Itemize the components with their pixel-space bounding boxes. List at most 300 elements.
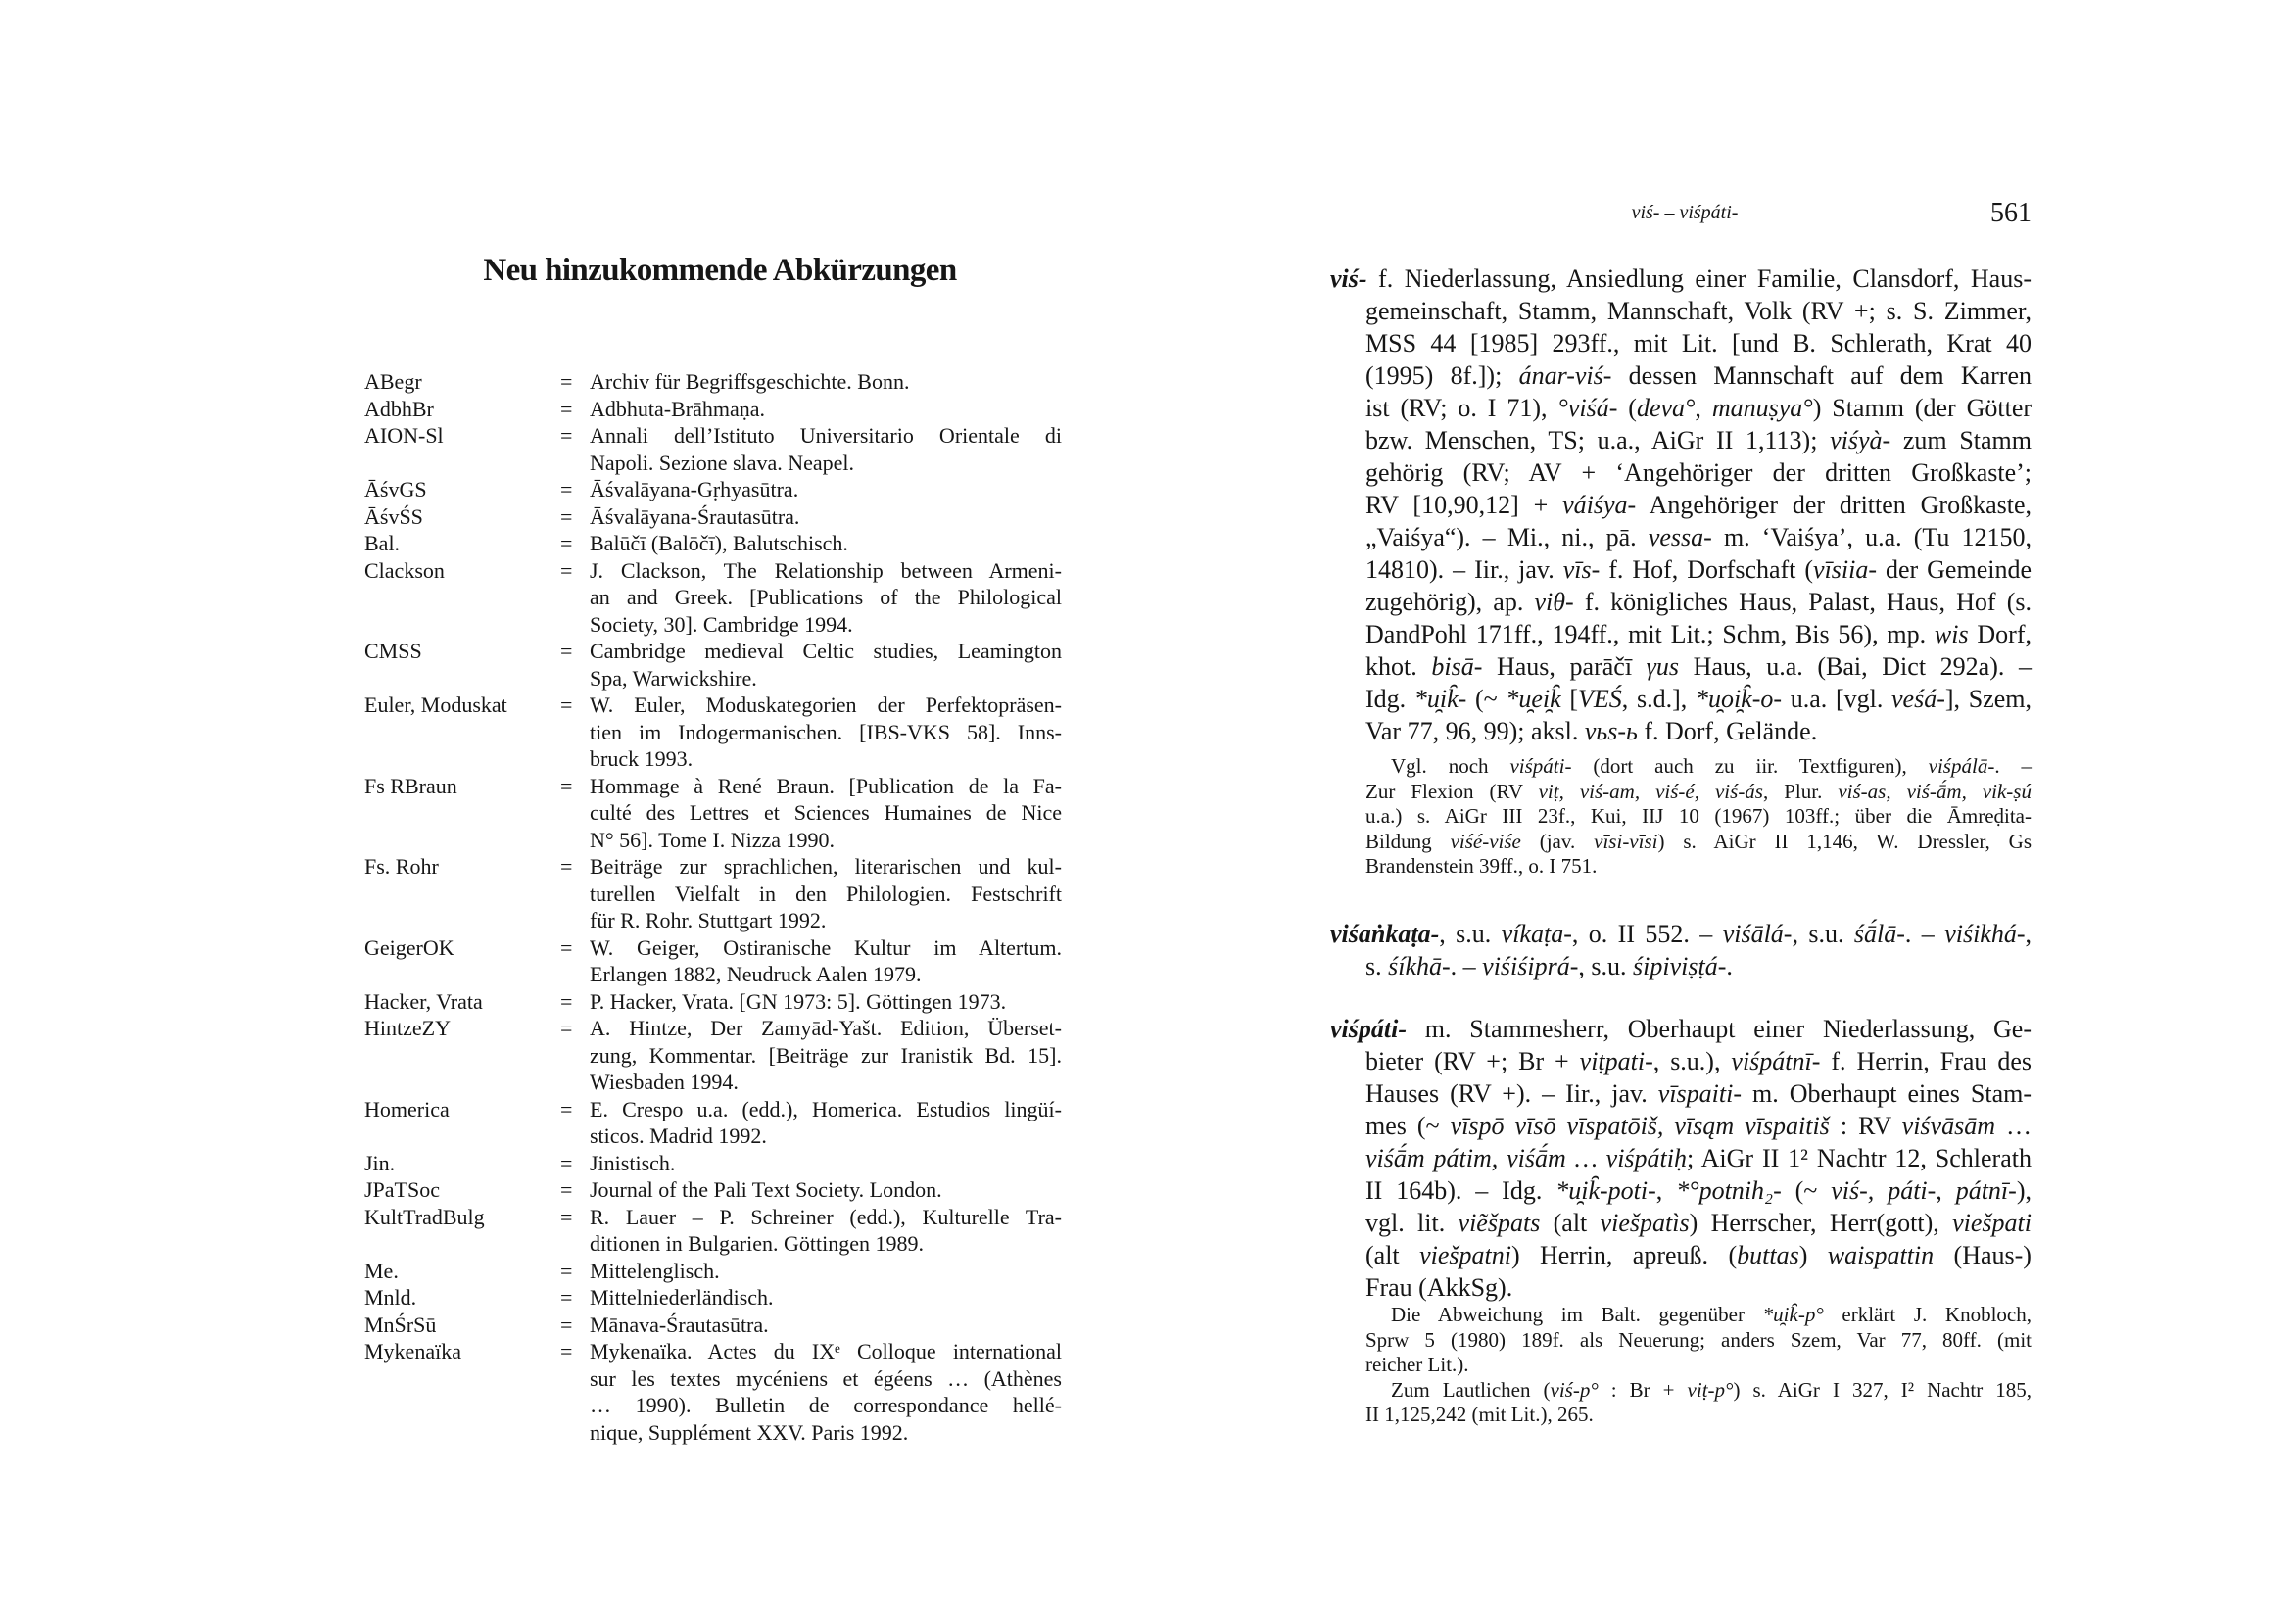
abbreviation-term: Mnld. xyxy=(364,1285,417,1310)
equals-sign: = xyxy=(560,773,573,798)
abbreviation-term: Homerica xyxy=(364,1096,450,1121)
text-segment: khot. xyxy=(1365,652,1432,681)
text-segment: , s.u. xyxy=(1439,920,1502,948)
abbreviation-definition xyxy=(590,638,1062,692)
text-segment: , s.u. xyxy=(1792,920,1854,948)
abbreviation-definition xyxy=(590,692,1062,773)
text-line xyxy=(1330,804,2032,830)
equals-sign: = xyxy=(560,1339,573,1363)
equals-sign: = xyxy=(560,1096,573,1121)
text-segment: ) xyxy=(1798,1241,1828,1269)
text-segment: ], Szem, xyxy=(1944,685,2032,713)
definition-line: sticos. Madrid 1992. xyxy=(590,1123,767,1148)
text-segment: ) s. AiGr II 1,146, W. Dressler, Gs xyxy=(1657,829,2032,853)
abbreviation-entry xyxy=(364,773,1062,854)
italic-form: vīsi-vīsi xyxy=(1594,829,1658,853)
text-line xyxy=(1330,456,2032,489)
definition-line: W. Geiger, Ostiranische Kultur im Altertum. xyxy=(590,934,1062,960)
italic-form: vīspō vīsō vīspatōiš, vīsąm vīspaitiš xyxy=(1450,1112,1830,1140)
text-segment: u.a.) s. AiGr III 23f., Kui, IIJ 10 (1967) 103ff.; über die Āmreḍita- xyxy=(1365,804,2032,828)
abbreviation-entry xyxy=(364,396,1062,423)
abbreviation-list xyxy=(364,368,1062,1446)
equals-sign: = xyxy=(560,396,573,421)
definition-line: nique, Supplément XXV. Paris 1992. xyxy=(590,1419,909,1445)
definition-line: Mittelenglisch. xyxy=(590,1258,720,1283)
italic-form: °viśá- xyxy=(1557,394,1618,422)
equals-sign: = xyxy=(560,1258,573,1283)
equals-sign: = xyxy=(560,1177,573,1202)
italic-form: viṭ, viś-am, viś-é, viś-ás xyxy=(1538,779,1763,803)
definition-line: sur les textes mycéniens et égéens … (Athènes xyxy=(590,1365,1062,1391)
abbreviation-term: GeigerOK xyxy=(364,934,454,960)
definition-line: E. Crespo u.a. (edd.), Homerica. Estudios lingüí- xyxy=(590,1096,1062,1121)
text-segment: u.a. [vgl. xyxy=(1782,685,1892,713)
text-segment: f. Dorf, Gelände. xyxy=(1637,717,1818,745)
equals-sign: = xyxy=(560,531,573,555)
italic-form: manuṣya° xyxy=(1711,394,1813,422)
abbreviation-term: Clackson xyxy=(364,557,445,583)
text-segment: zugehörig), ap. xyxy=(1365,588,1535,616)
abbreviation-definition xyxy=(590,396,1062,423)
text-segment: Haus, parāčī xyxy=(1482,652,1647,681)
text-segment: . xyxy=(1726,952,1733,980)
text-line xyxy=(1330,1045,2032,1077)
text-segment: … xyxy=(1994,1112,2033,1140)
abbreviation-entry xyxy=(364,1258,1062,1285)
text-line xyxy=(1330,424,2032,456)
text-segment: , Plur. xyxy=(1762,779,1839,803)
text-line xyxy=(1330,392,2032,424)
italic-form: śíkhā- xyxy=(1388,952,1451,980)
text-line xyxy=(1330,1271,2032,1304)
text-segment: Var 77, 96, 99); aksl. xyxy=(1365,717,1585,745)
text-segment: : Br + xyxy=(1598,1377,1688,1402)
italic-form: śā́lā- xyxy=(1853,920,1905,948)
text-segment: RV [10,90,12] + xyxy=(1365,491,1563,519)
text-segment: Haus, u.a. (Bai, Dict 292a). – xyxy=(1679,652,2032,681)
text-segment: , xyxy=(2025,920,2033,948)
text-segment: : RV xyxy=(1829,1112,1902,1140)
text-segment: m. Oberhaupt eines Stam- xyxy=(1742,1079,2032,1108)
text-segment: ; AiGr II 1² Nachtr 12, Schlerath xyxy=(1686,1144,2032,1172)
text-segment: ) Herrscher, Herr(gott), xyxy=(1689,1209,1953,1237)
dictionary-entry xyxy=(1330,918,2032,982)
abbreviation-term: CMSS xyxy=(364,639,422,663)
definition-line: W. Euler, Moduskategorien der Perfektopräsen- xyxy=(590,692,1062,717)
italic-form: viśvāsām xyxy=(1901,1112,1995,1140)
abbreviation-entry xyxy=(364,934,1062,988)
text-line xyxy=(1330,918,2032,950)
italic-form: viśālá- xyxy=(1722,920,1793,948)
text-line xyxy=(1330,489,2032,521)
italic-form: wis xyxy=(1934,620,1969,648)
italic-form: vьs-ь xyxy=(1584,717,1638,745)
equals-sign: = xyxy=(560,503,573,529)
abbreviation-term: MnŚrSū xyxy=(364,1312,437,1337)
text-segment: ) Herrin, apreuß. ( xyxy=(1510,1241,1738,1269)
italic-form: viśā́m pátim, viśā́m … viśpátiḥ xyxy=(1365,1144,1687,1172)
italic-form: waispattin xyxy=(1827,1241,1935,1269)
equals-sign: = xyxy=(560,854,573,879)
italic-form: buttas xyxy=(1737,1241,1799,1269)
equals-sign: = xyxy=(560,639,573,663)
text-segment: Dorf, xyxy=(1968,620,2032,648)
dictionary-entry xyxy=(1330,1013,2032,1304)
text-line xyxy=(1330,521,2032,553)
text-segment: bieter (RV +; Br + xyxy=(1365,1047,1580,1075)
abbreviation-definition xyxy=(590,1258,1062,1285)
definition-line: R. Lauer – P. Schreiner (edd.), Kulturelle Tra- xyxy=(590,1204,1062,1229)
definition-line: Mykenaïka. Actes du IXᵉ Colloque international xyxy=(590,1339,1062,1363)
text-segment: (1995) 8f.]); xyxy=(1365,361,1519,390)
definition-line: N° 56]. Tome I. Nizza 1990. xyxy=(590,827,836,852)
equals-sign: = xyxy=(560,1150,573,1175)
italic-form: γus xyxy=(1646,652,1680,681)
abbreviation-entry xyxy=(364,368,1062,396)
equals-sign: = xyxy=(560,369,573,394)
definition-line: P. Hacker, Vrata. [GN 1973: 5]. Göttingen 1973. xyxy=(590,988,1007,1014)
definition-line: Jinistisch. xyxy=(590,1150,676,1175)
abbreviation-entry xyxy=(364,1150,1062,1177)
definition-line: zung, Kommentar. [Beiträge zur Iranistik Bd. 15]. xyxy=(590,1042,1062,1068)
definition-line: Journal of the Pali Text Society. London. xyxy=(590,1177,942,1202)
text-segment: Zum Lautlichen ( xyxy=(1391,1377,1551,1402)
text-segment: der Gemeinde xyxy=(1877,555,2032,584)
definition-line: Adbhuta-Brāhmaṇa. xyxy=(590,396,765,421)
text-segment: ( xyxy=(1617,394,1637,422)
italic-form: vīspaiti- xyxy=(1657,1079,1743,1108)
text-line xyxy=(1330,854,2032,880)
text-segment: MSS 44 [1985] 293ff., mit Lit. [und B. Schlerath, Krat 40 xyxy=(1365,329,2032,358)
italic-form: *u̯ik̑-poti- xyxy=(1555,1176,1656,1205)
text-segment: mes (~ xyxy=(1365,1112,1451,1140)
text-segment: m. ‘Vaiśya’, u.a. (Tu 12150, xyxy=(1711,523,2032,551)
definition-line: für R. Rohr. Stuttgart 1992. xyxy=(590,908,827,932)
italic-form: viśpálā- xyxy=(1928,754,1995,778)
abbreviation-entry xyxy=(364,1312,1062,1339)
abbreviation-definition xyxy=(590,1312,1062,1339)
dictionary-entry xyxy=(1330,262,2032,747)
text-segment: (dort auch zu iir. Textfiguren), xyxy=(1571,754,1929,778)
text-segment: ) Stamm (der Götter xyxy=(1812,394,2033,422)
text-segment: f. Hof, Dorfschaft ( xyxy=(1600,555,1814,584)
abbreviation-definition xyxy=(590,368,1062,396)
text-line xyxy=(1330,683,2032,715)
text-segment: gemeinschaft, Stamm, Mannschaft, Volk (RV +; s. S. Zimmer, xyxy=(1365,297,2032,325)
text-line xyxy=(1330,1174,2032,1207)
text-line xyxy=(1330,830,2032,855)
abbreviation-definition xyxy=(590,476,1062,503)
abbreviation-term: Mykenaïka xyxy=(364,1339,461,1363)
headword: viśpáti- xyxy=(1330,1015,1407,1043)
text-segment: (alt xyxy=(1365,1241,1420,1269)
text-segment: s. xyxy=(1365,952,1389,980)
text-segment: ), xyxy=(2016,1176,2032,1205)
abbreviation-term: ABegr xyxy=(364,369,422,394)
text-segment: f. Niederlassung, Ansiedlung einer Familie, Clansdorf, Haus- xyxy=(1366,264,2032,293)
definition-line: Society, 30]. Cambridge 1994. xyxy=(590,611,853,637)
text-segment: „Vaiśya“). – Mi., ni., pā. xyxy=(1365,523,1649,551)
italic-form: viṭ-p° xyxy=(1687,1377,1734,1402)
equals-sign: = xyxy=(560,1204,573,1229)
text-segment: ) s. AiGr I 327, I² Nachtr 185, xyxy=(1733,1377,2032,1402)
abbreviation-entry xyxy=(364,1338,1062,1446)
equals-sign: = xyxy=(560,557,573,583)
abbreviation-definition xyxy=(590,1204,1062,1258)
text-line xyxy=(1330,1013,2032,1045)
text-line xyxy=(1330,262,2032,295)
abbreviation-entry xyxy=(364,530,1062,557)
text-line xyxy=(1330,1328,2032,1354)
definition-line: culté des Lettres et Sciences Humaines de Nice xyxy=(590,800,1062,825)
text-line xyxy=(1330,1353,2032,1378)
equals-sign: = xyxy=(560,1312,573,1337)
text-segment: [ xyxy=(1560,685,1579,713)
text-segment: m. Stammesherr, Oberhaupt einer Niederlassung, Ge- xyxy=(1407,1015,2032,1043)
abbreviation-term: AdbhBr xyxy=(364,396,434,421)
italic-form: viẽšpats xyxy=(1458,1209,1541,1237)
equals-sign: = xyxy=(560,692,573,717)
italic-form: viśyà- xyxy=(1830,426,1891,454)
italic-form: deva° xyxy=(1636,394,1696,422)
abbreviation-definition xyxy=(590,1176,1062,1204)
italic-form: viśikhá- xyxy=(1944,920,2026,948)
italic-form: viśé-viśe xyxy=(1450,829,1521,853)
text-line xyxy=(1330,1239,2032,1271)
text-segment: vgl. lit. xyxy=(1365,1209,1459,1237)
equals-sign: = xyxy=(560,1285,573,1310)
abbreviation-definition xyxy=(590,988,1062,1016)
text-segment: , xyxy=(1655,1176,1677,1205)
italic-form: vīsiia- xyxy=(1813,555,1878,584)
equals-sign: = xyxy=(560,988,573,1014)
text-segment: 14810). – Iir., jav. xyxy=(1365,555,1563,584)
abbreviation-entry xyxy=(364,988,1062,1016)
text-segment: gehörig (RV; AV + ‘Angehöriger der dritten Großkaste’; xyxy=(1365,458,2032,487)
definition-line: Mittelniederländisch. xyxy=(590,1285,774,1310)
abbreviation-entry xyxy=(364,692,1062,773)
text-segment: DandPohl 171ff., 194ff., mit Lit.; Schm, Bis 56), mp. xyxy=(1365,620,1935,648)
italic-form: viś-p° xyxy=(1550,1377,1599,1402)
text-line xyxy=(1330,1378,2032,1404)
abbreviation-term: Fs. Rohr xyxy=(364,854,439,879)
abbreviation-term: Hacker, Vrata xyxy=(364,988,483,1014)
text-segment: ist (RV; o. I 71), xyxy=(1365,394,1558,422)
text-segment: Die Abweichung im Balt. gegenüber xyxy=(1391,1303,1763,1326)
abbreviation-definition xyxy=(590,853,1062,934)
abbreviation-definition xyxy=(590,530,1062,557)
definition-line: Beiträge zur sprachlichen, literarischen und kul- xyxy=(590,854,1062,879)
abbreviation-definition xyxy=(590,934,1062,988)
text-segment: Sprw 5 (1980) 189f. als Neuerung; anders Szem, Var 77, 80ff. (mit xyxy=(1365,1327,2032,1352)
text-line xyxy=(1330,650,2032,683)
text-line xyxy=(1330,1077,2032,1110)
text-line xyxy=(1330,1403,2032,1428)
italic-form: śipiviṣṭá- xyxy=(1633,952,1727,980)
text-segment: . – xyxy=(1450,952,1483,980)
abbreviation-term: Me. xyxy=(364,1258,399,1283)
definition-line: Mānava-Śrautasūtra. xyxy=(590,1312,769,1337)
abbreviation-definition xyxy=(590,1284,1062,1312)
definition-line: turellen Vielfalt in den Philologien. Festschrift xyxy=(590,881,1062,906)
italic-form: viθ- xyxy=(1534,588,1574,616)
abbreviation-term: Euler, Moduskat xyxy=(364,692,507,717)
text-segment: (Haus-) xyxy=(1934,1241,2032,1269)
definition-line: Hommage à René Braun. [Publication de la Fa- xyxy=(590,773,1062,798)
definition-line: … 1990). Bulletin de correspondance hellé- xyxy=(590,1393,1062,1417)
definition-line: Erlangen 1882, Neudruck Aalen 1979. xyxy=(590,962,922,986)
entry-note xyxy=(1330,1303,2032,1428)
abbreviation-entry xyxy=(364,557,1062,639)
text-segment: (~ xyxy=(1466,685,1507,713)
abbreviation-entry xyxy=(364,1096,1062,1150)
text-segment: Frau (AkkSg). xyxy=(1365,1273,1513,1302)
abbreviation-entry xyxy=(364,1204,1062,1258)
page-number: 561 xyxy=(1990,198,2032,228)
text-segment: II 1,125,242 (mit Lit.), 265. xyxy=(1365,1403,1594,1426)
abbreviation-definition xyxy=(590,1096,1062,1150)
italic-form: viśpáti- xyxy=(1509,754,1572,778)
headword: viś- xyxy=(1330,264,1367,293)
abbreviation-entry xyxy=(364,1176,1062,1204)
definition-line: Cambridge medieval Celtic studies, Leamington xyxy=(590,639,1062,663)
abbreviation-entry xyxy=(364,1284,1062,1312)
italic-form: veśá- xyxy=(1891,685,1945,713)
text-segment: . – xyxy=(1994,754,2033,778)
abbreviation-term: Jin. xyxy=(364,1150,396,1175)
text-line xyxy=(1330,950,2032,982)
page-title: Neu hinzukommende Abkürzungen xyxy=(483,253,957,288)
definition-line: Balūčī (Balōčī), Balutschisch. xyxy=(590,531,848,555)
running-head: viś- – viśpáti- xyxy=(1631,202,1739,223)
text-segment: Angehöriger der dritten Großkaste, xyxy=(1636,491,2032,519)
abbreviation-term: ĀśvGS xyxy=(364,477,427,501)
equals-sign: = xyxy=(560,423,573,448)
italic-form: viešpatni xyxy=(1419,1241,1511,1269)
text-segment: (jav. xyxy=(1520,829,1595,853)
text-line xyxy=(1330,327,2032,359)
text-line xyxy=(1330,1207,2032,1239)
abbreviation-term: Fs RBraun xyxy=(364,773,457,798)
text-segment: Zur Flexion (RV xyxy=(1365,779,1539,803)
text-line xyxy=(1330,586,2032,618)
text-line xyxy=(1330,359,2032,392)
text-segment: , s.u.), xyxy=(1652,1047,1732,1075)
italic-form: viṭpati- xyxy=(1579,1047,1653,1075)
text-segment: , s.d.], xyxy=(1621,685,1696,713)
abbreviation-entry xyxy=(364,422,1062,476)
abbreviation-entry xyxy=(364,853,1062,934)
text-segment: Bildung xyxy=(1365,829,1451,853)
text-line xyxy=(1330,1110,2032,1142)
abbreviation-term: ĀśvŚS xyxy=(364,503,423,529)
text-segment: . – xyxy=(1904,920,1945,948)
abbreviation-entry xyxy=(364,503,1062,531)
text-segment: II 164b). – Idg. xyxy=(1365,1176,1556,1205)
abbreviation-definition xyxy=(590,1150,1062,1177)
definition-line: Wiesbaden 1994. xyxy=(590,1070,739,1094)
text-segment: Vgl. noch xyxy=(1391,754,1510,778)
definition-line: Āśvalāyana-Śrautasūtra. xyxy=(590,503,800,529)
text-line xyxy=(1330,780,2032,805)
definition-line: J. Clackson, The Relationship between Armeni- xyxy=(590,557,1062,583)
definition-line: Āśvalāyana-Gṛhyasūtra. xyxy=(590,477,799,501)
text-segment: , o. II 552. – xyxy=(1571,920,1723,948)
definition-line: A. Hintze, Der Zamyād-Yašt. Edition, Überset- xyxy=(590,1016,1062,1040)
text-segment: , s.u. xyxy=(1578,952,1634,980)
text-line xyxy=(1330,1303,2032,1328)
italic-form: bisā- xyxy=(1431,652,1483,681)
definition-line: ditionen in Bulgarien. Göttingen 1989. xyxy=(590,1231,924,1256)
definition-line: Napoli. Sezione slava. Neapel. xyxy=(590,450,855,475)
italic-form: viešpati xyxy=(1952,1209,2032,1237)
abbreviation-entry xyxy=(364,1015,1062,1096)
definition-line: Annali dell’Istituto Universitario Orientale di xyxy=(590,423,1062,448)
italic-form: vīs- xyxy=(1562,555,1601,584)
text-line xyxy=(1330,754,2032,780)
abbreviation-definition xyxy=(590,503,1062,531)
text-segment: dessen Mannschaft auf dem Karren xyxy=(1611,361,2032,390)
abbreviation-term: AION-Sl xyxy=(364,423,444,448)
abbreviation-entry xyxy=(364,476,1062,503)
abbreviation-term: HintzeZY xyxy=(364,1016,451,1040)
text-segment: Idg. xyxy=(1365,685,1414,713)
italic-form: *u̯oi̯k̑-o- xyxy=(1695,685,1783,713)
abbreviation-definition xyxy=(590,422,1062,476)
italic-form: ánar-viś- xyxy=(1518,361,1612,390)
text-line xyxy=(1330,715,2032,747)
italic-form: viś-as, viś-ā́m, vik-ṣú xyxy=(1838,779,2032,803)
equals-sign: = xyxy=(560,934,573,960)
definition-line: bruck 1993. xyxy=(590,746,694,771)
italic-form: *u̯ik̑- xyxy=(1413,685,1467,713)
definition-line: Archiv für Begriffsgeschichte. Bonn. xyxy=(590,369,910,394)
text-line xyxy=(1330,295,2032,327)
abbreviation-term: Bal. xyxy=(364,531,401,555)
italic-form: vessa- xyxy=(1648,523,1712,551)
equals-sign: = xyxy=(560,1016,573,1040)
text-line xyxy=(1330,618,2032,650)
italic-form: VEŚ xyxy=(1578,685,1622,713)
abbreviation-entry xyxy=(364,638,1062,692)
definition-line: Spa, Warwickshire. xyxy=(590,665,757,691)
italic-form: *u̯ei̯k̑ xyxy=(1506,685,1561,713)
italic-form: *u̯ik̑-p° xyxy=(1762,1303,1824,1326)
italic-form: viś-, páti-, pátnī- xyxy=(1831,1176,2017,1205)
text-segment: bzw. Menschen, TS; u.a., AiGr II 1,113); xyxy=(1365,426,1831,454)
abbreviation-definition xyxy=(590,773,1062,854)
text-segment: Hauses (RV +). – Iir., jav. xyxy=(1365,1079,1658,1108)
abbreviation-term: KultTradBulg xyxy=(364,1204,485,1229)
text-segment: zum Stamm xyxy=(1890,426,2032,454)
abbreviation-definition xyxy=(590,1338,1062,1446)
italic-form: viśiśiprá- xyxy=(1482,952,1579,980)
abbreviation-definition xyxy=(590,1015,1062,1096)
text-segment: , xyxy=(1695,394,1712,422)
text-segment: erklärt J. Knobloch, xyxy=(1823,1303,2033,1326)
definition-line: an and Greek. [Publications of the Philological xyxy=(590,585,1062,609)
text-line xyxy=(1330,1142,2032,1174)
abbreviation-definition xyxy=(590,557,1062,639)
text-line xyxy=(1330,553,2032,586)
text-segment: f. königliches Haus, Palast, Haus, Hof (s. xyxy=(1573,588,2032,616)
entry-note xyxy=(1330,754,2032,880)
text-segment: (~ xyxy=(1781,1176,1832,1205)
equals-sign: = xyxy=(560,477,573,501)
text-segment: f. Herrin, Frau des xyxy=(1820,1047,2032,1075)
text-segment: reicher Lit.). xyxy=(1365,1353,1469,1376)
italic-form: viśpátnī- xyxy=(1731,1047,1821,1075)
